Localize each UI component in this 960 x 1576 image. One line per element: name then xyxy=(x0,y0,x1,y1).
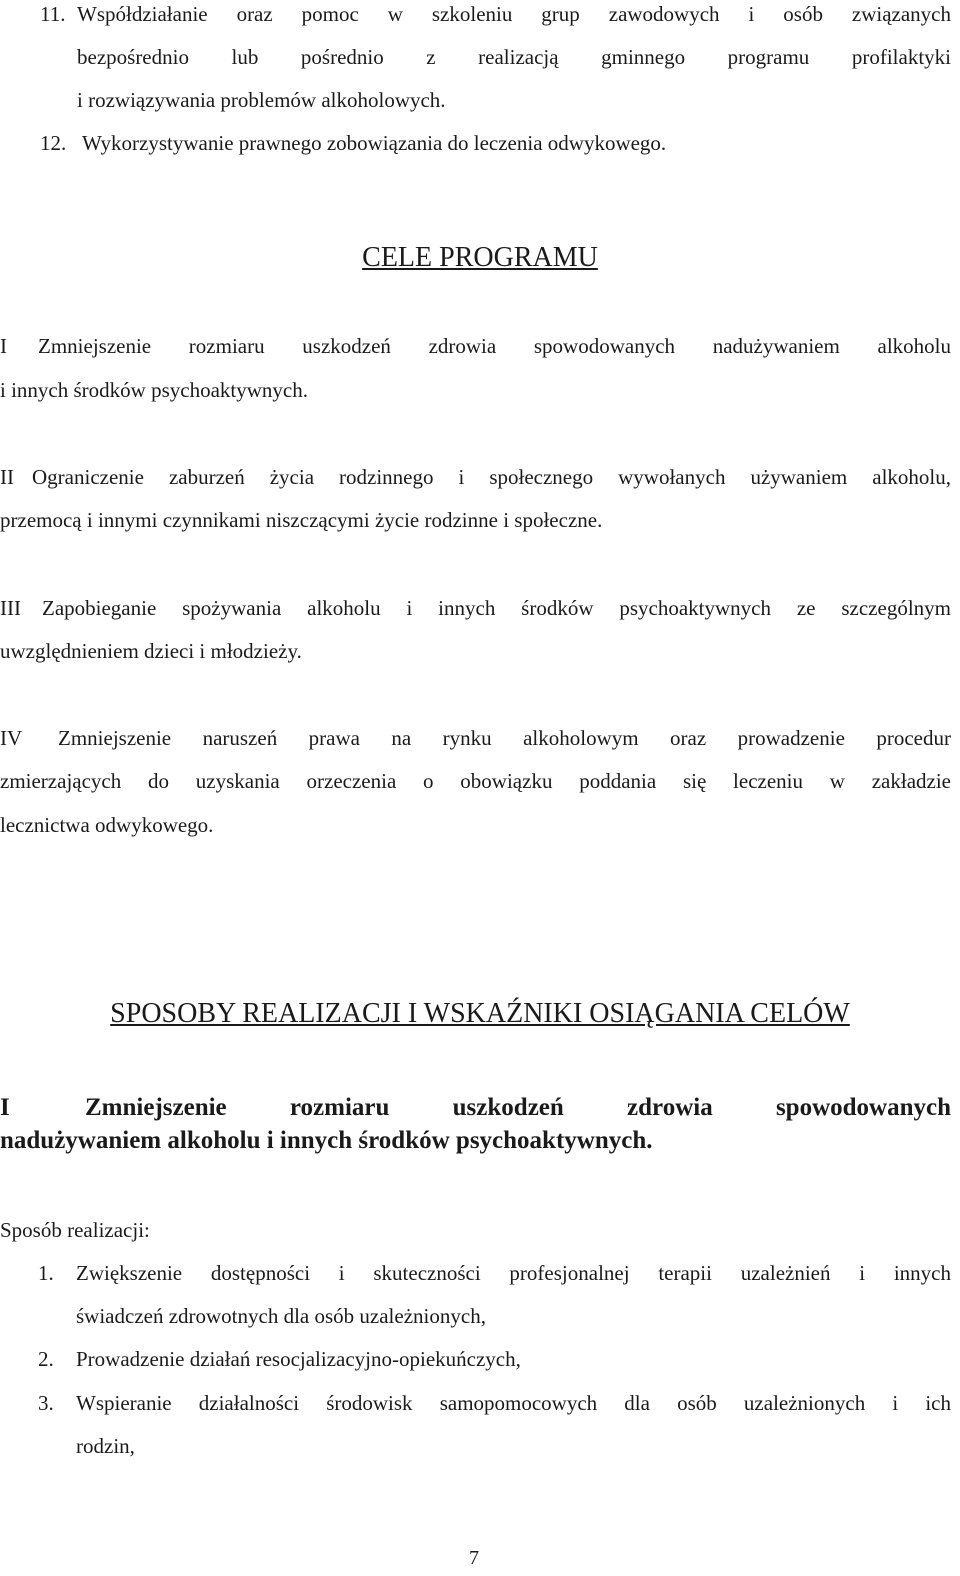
list-item-line: rodzin, xyxy=(76,1434,135,1458)
goal-line: i innych środków psychoaktywnych. xyxy=(0,378,308,402)
list-item-number: 11. xyxy=(40,2,66,26)
section-line: Zmniejszenie rozmiaru uszkodzeń zdrowia spowodowanych xyxy=(85,1094,951,1121)
list-item-number: 2. xyxy=(38,1347,54,1371)
list-item-number: 12. xyxy=(40,131,67,155)
goal-line: zmierzających do uzyskania orzeczenia o obowiązku poddania się leczeniu w zakładzie xyxy=(0,769,951,793)
goal-line: uwzględnieniem dzieci i młodzieży. xyxy=(0,639,302,663)
goal-line: Zapobieganie spożywania alkoholu i innych środków psychoaktywnych ze szczególnym xyxy=(42,596,951,620)
list-item-line: bezpośrednio lub pośrednio z realizacją gminnego programu profilaktyki xyxy=(77,45,951,69)
goal-numeral: III xyxy=(0,596,21,620)
page-number: 7 xyxy=(469,1547,479,1569)
goals-heading: CELE PROGRAMU xyxy=(362,242,598,273)
section-line: nadużywaniem alkoholu i innych środków psychoaktywnych. xyxy=(0,1127,653,1154)
goal-line: przemocą i innymi czynnikami niszczącymi życie rodzinne i społeczne. xyxy=(0,508,603,532)
list-item-number: 1. xyxy=(38,1261,54,1285)
goal-line: Ograniczenie zaburzeń życia rodzinnego i społecznego wywołanych używaniem alkoholu, xyxy=(32,465,951,489)
methods-heading: SPOSOBY REALIZACJI I WSKAŹNIKI OSIĄGANIA CELÓW xyxy=(110,998,850,1029)
list-item-line: i rozwiązywania problemów alkoholowych. xyxy=(77,88,446,112)
list-item-line: Prowadzenie działań resocjalizacyjno-opiekuńczych, xyxy=(76,1347,521,1371)
section-numeral: I xyxy=(0,1094,10,1121)
goal-numeral: II xyxy=(0,465,14,489)
list-item-line: Współdziałanie oraz pomoc w szkoleniu grup zawodowych i osób związanych xyxy=(77,2,951,26)
goal-line: Zmniejszenie naruszeń prawa na rynku alkoholowym oraz prowadzenie procedur xyxy=(58,726,951,750)
goal-line: Zmniejszenie rozmiaru uszkodzeń zdrowia spowodowanych nadużywaniem alkoholu xyxy=(38,334,951,358)
list-item-number: 3. xyxy=(38,1391,54,1415)
goal-numeral: I xyxy=(0,334,7,358)
goal-numeral: IV xyxy=(0,726,23,750)
goal-line: lecznictwa odwykowego. xyxy=(0,813,214,837)
method-label: Sposób realizacji: xyxy=(0,1218,150,1242)
list-item-line: świadczeń zdrowotnych dla osób uzależnionych, xyxy=(76,1304,486,1328)
list-item-line: Zwiększenie dostępności i skuteczności profesjonalnej terapii uzależnień i innych xyxy=(76,1261,951,1285)
list-item-line: Wspieranie działalności środowisk samopomocowych dla osób uzależnionych i ich xyxy=(76,1391,951,1415)
list-item-line: Wykorzystywanie prawnego zobowiązania do leczenia odwykowego. xyxy=(82,131,667,155)
